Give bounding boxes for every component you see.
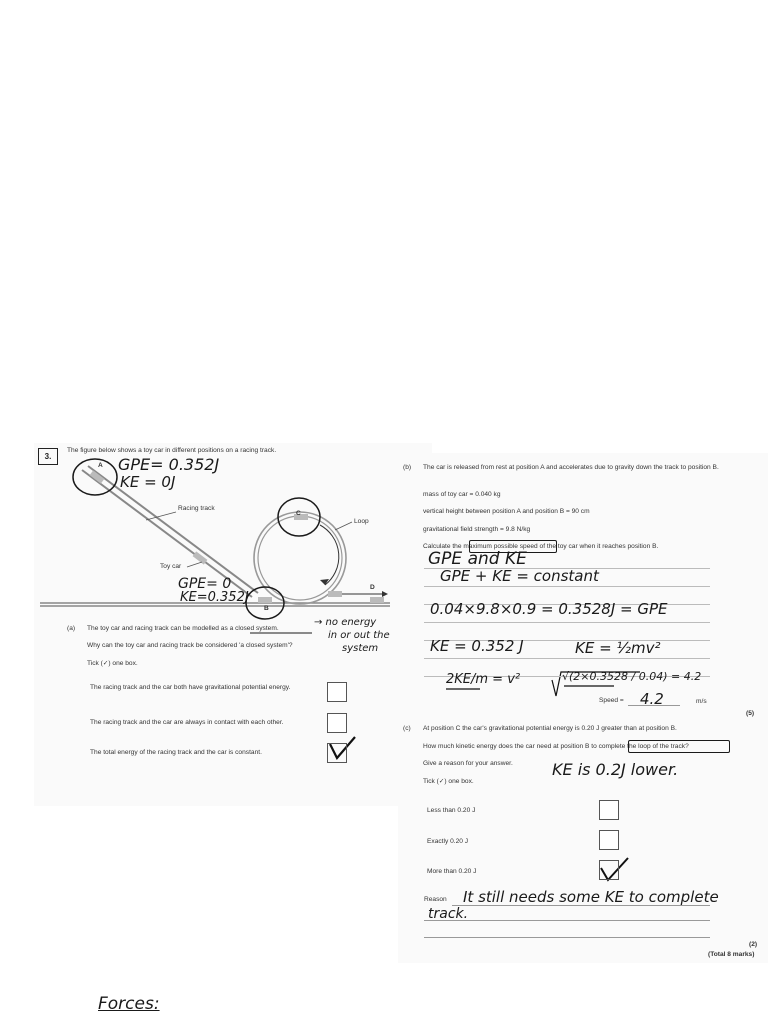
part-a-option-2-checkbox[interactable] bbox=[327, 713, 347, 733]
handwriting-box-complete-loop bbox=[628, 740, 730, 753]
part-b-prompt-2: Calculate the maximum possible speed of the toy car when it reaches position B. bbox=[423, 543, 659, 550]
part-c-option-1-checkbox[interactable] bbox=[599, 800, 619, 820]
label-a: A bbox=[98, 462, 103, 469]
answer-line bbox=[424, 622, 710, 623]
handwriting-closed-note-2: in or out the bbox=[328, 630, 390, 641]
label-b: B bbox=[264, 605, 269, 612]
handwriting-forces-heading: Forces: bbox=[98, 994, 160, 1014]
total-marks: (Total 8 marks) bbox=[708, 951, 755, 958]
part-c-prompt-1: At position C the car's gravitational potential energy is 0.20 J greater than at position B. bbox=[423, 725, 677, 732]
part-a-tick-instruction: Tick (✓) one box. bbox=[87, 660, 138, 667]
part-c-option-2-text: Exactly 0.20 J bbox=[427, 838, 469, 845]
handwriting-line-5a: 2KE/m = v² bbox=[446, 672, 521, 687]
part-a-prompt-1: The toy car and racing track can be modelled as a closed system. bbox=[87, 625, 279, 632]
part-b-marks: (5) bbox=[746, 710, 755, 717]
part-a-prompt-2: Why can the toy car and racing track be considered 'a closed system'? bbox=[87, 642, 293, 649]
handwriting-ke-a: KE = 0J bbox=[120, 473, 176, 491]
question-number: 3. bbox=[38, 448, 58, 465]
part-b-data-height: vertical height between position A and position B = 90 cm bbox=[423, 508, 590, 515]
part-a-label: (a) bbox=[67, 625, 76, 632]
part-c-option-1-text: Less than 0.20 J bbox=[427, 807, 476, 814]
answer-line bbox=[424, 658, 710, 659]
label-c: C bbox=[296, 510, 301, 517]
reason-label: Reason bbox=[424, 896, 447, 903]
toy-car-label: Toy car bbox=[160, 563, 182, 570]
part-c-label: (c) bbox=[403, 725, 411, 732]
handwriting-c-note: KE is 0.2J lower. bbox=[552, 760, 679, 779]
loop-label: Loop bbox=[354, 518, 369, 525]
part-a-option-3-text: The total energy of the racing track and the car is constant. bbox=[90, 749, 262, 756]
part-a-option-1-text: The racing track and the car both have gravitational potential energy. bbox=[90, 684, 291, 691]
part-a-option-1-checkbox[interactable] bbox=[327, 682, 347, 702]
part-c-option-2-checkbox[interactable] bbox=[599, 830, 619, 850]
question-intro: The figure below shows a toy car in different positions on a racing track. bbox=[67, 447, 277, 454]
handwriting-line-1: GPE and KE bbox=[428, 549, 527, 569]
handwriting-line-4b: KE = ½mv² bbox=[575, 639, 661, 657]
part-c-tick-instruction: Tick (✓) one box. bbox=[423, 778, 474, 785]
label-d: D bbox=[370, 584, 375, 591]
handwriting-ke-b: KE=0.352J bbox=[180, 590, 249, 605]
handwriting-line-4a: KE = 0.352 J bbox=[430, 637, 524, 655]
handwriting-gpe-a: GPE= 0.352J bbox=[118, 455, 220, 474]
handwriting-reason: It still needs some KE to complete bbox=[463, 888, 719, 906]
handwriting-line-5b: √(2×0.3528 / 0.04) = 4.2 bbox=[562, 670, 702, 683]
handwriting-closed-note-3: system bbox=[342, 643, 379, 654]
handwriting-gpe-b: GPE= 0 bbox=[178, 576, 232, 592]
handwriting-line-3: 0.04×9.8×0.9 = 0.3528J = GPE bbox=[430, 600, 668, 618]
part-c-option-3-text: More than 0.20 J bbox=[427, 868, 477, 875]
part-b-label: (b) bbox=[403, 464, 412, 471]
reason-line bbox=[424, 937, 710, 938]
handwriting-line-2: GPE + KE = constant bbox=[440, 567, 599, 585]
speed-answer: 4.2 bbox=[640, 690, 664, 708]
answer-line bbox=[424, 586, 710, 587]
part-c-marks: (2) bbox=[749, 941, 758, 948]
handwriting-reason-2: track. bbox=[428, 906, 469, 922]
part-c-prompt-3: Give a reason for your answer. bbox=[423, 760, 513, 767]
part-c-option-3-checkbox[interactable] bbox=[599, 860, 619, 880]
part-b-prompt-1: The car is released from rest at position A and accelerates due to gravity down the track to position B. bbox=[423, 464, 719, 471]
racing-track-label: Racing track bbox=[178, 505, 215, 512]
part-b-data-gravity: gravitational field strength = 9.8 N/kg bbox=[423, 526, 531, 533]
part-c-prompt-2: How much kinetic energy does the car need at position B to complete the loop of the track? bbox=[423, 743, 689, 750]
speed-label: Speed = bbox=[599, 697, 624, 704]
part-a-option-3-checkbox[interactable] bbox=[327, 743, 347, 763]
handwriting-closed-note-1: → no energy bbox=[314, 617, 377, 628]
speed-unit: m/s bbox=[696, 698, 707, 705]
part-b-data-mass: mass of toy car = 0.040 kg bbox=[423, 491, 501, 498]
part-a-option-2-text: The racing track and the car are always in contact with each other. bbox=[90, 719, 284, 726]
